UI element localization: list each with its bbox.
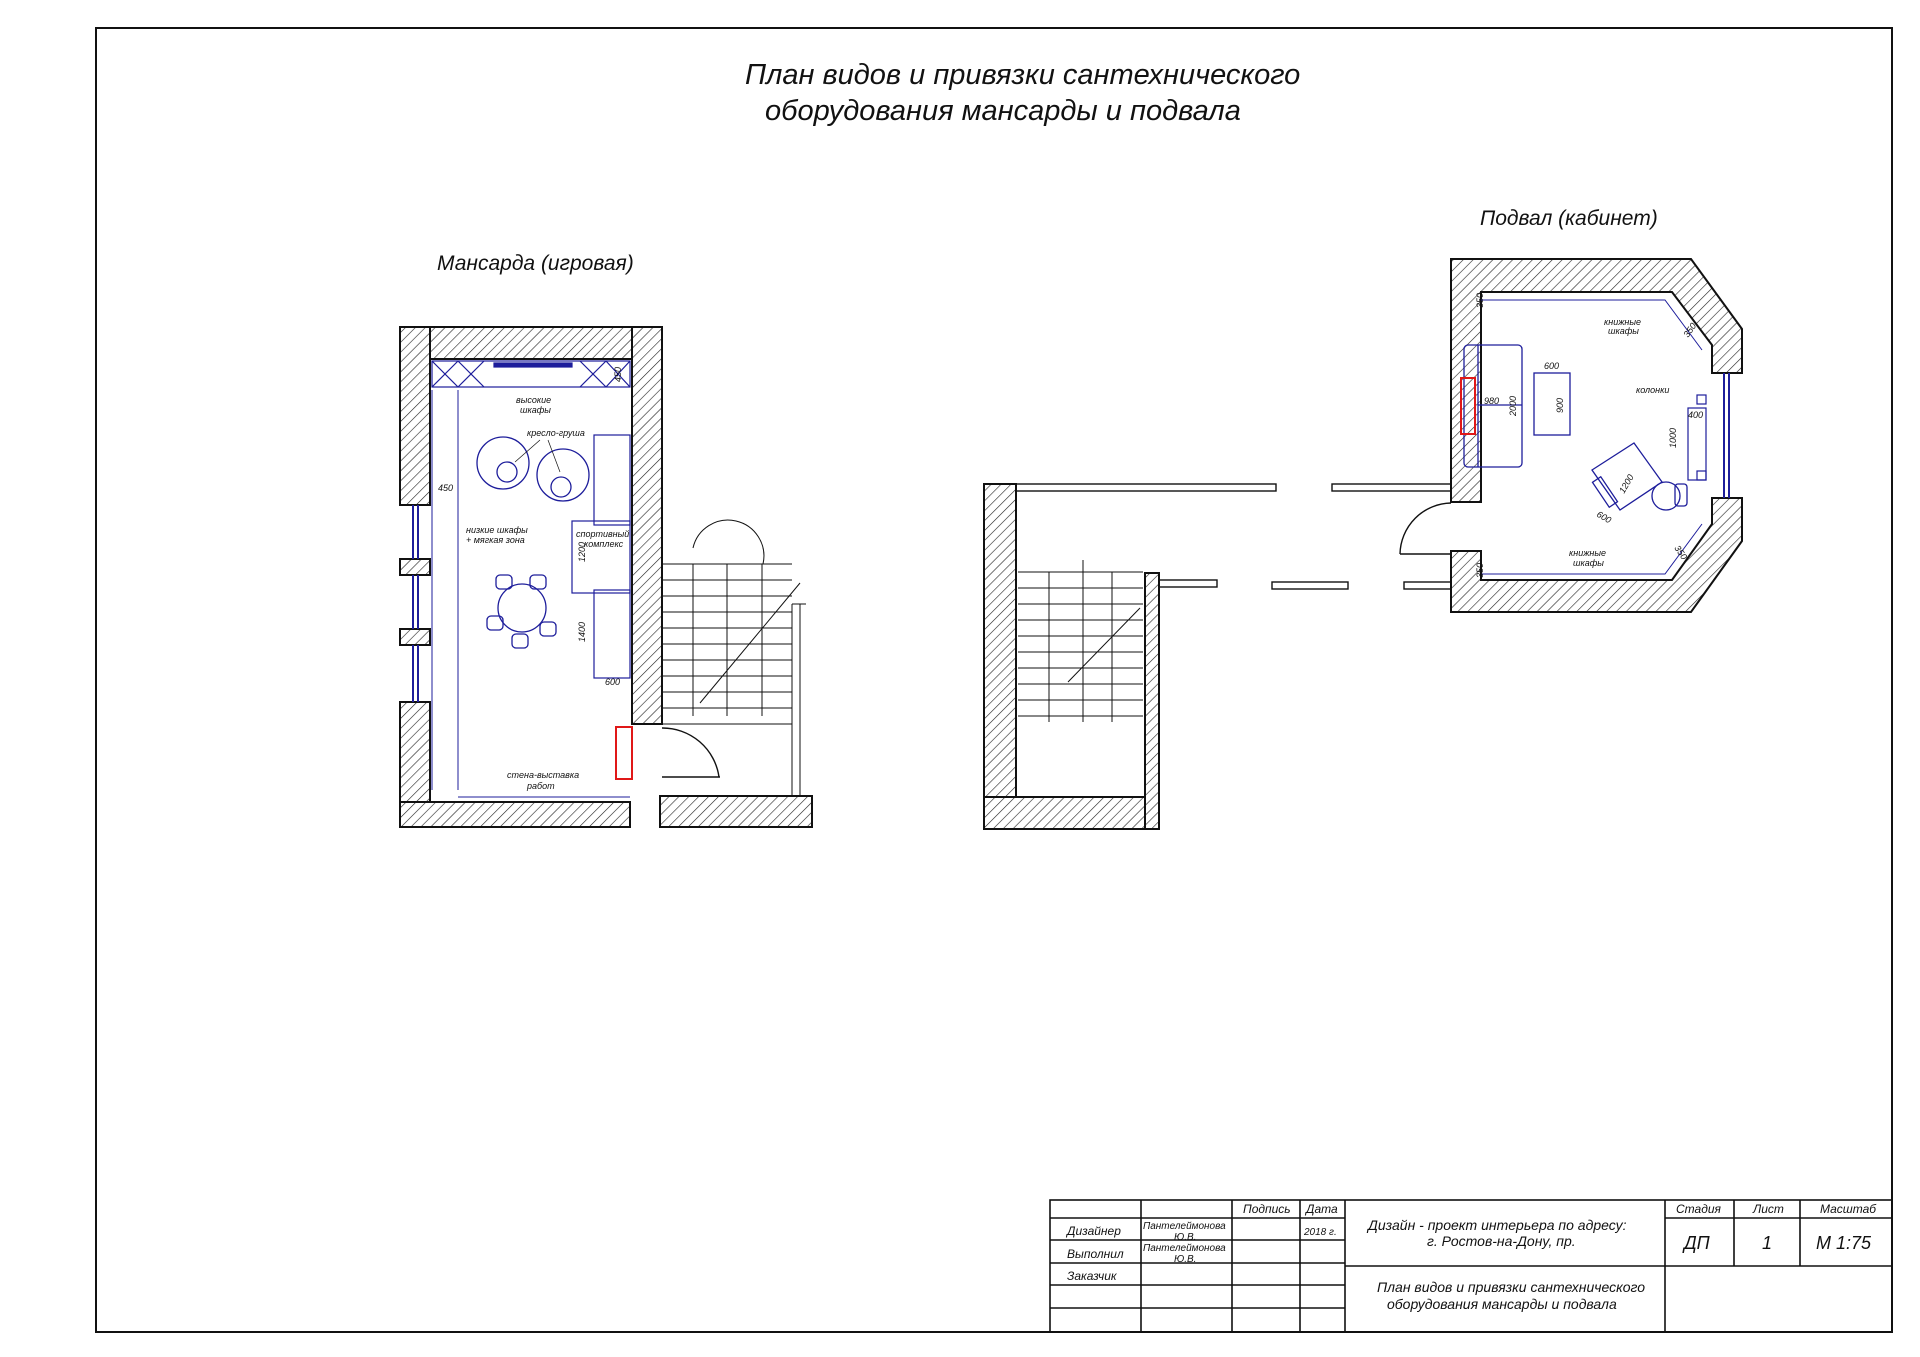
basement-note-bookshelves-bottom-1: книжные bbox=[1569, 548, 1606, 558]
tb-name-executed-2: Ю.В. bbox=[1174, 1254, 1197, 1265]
basement-dim-600: 600 bbox=[1544, 361, 1560, 371]
tb-role-executed: Выполнил bbox=[1067, 1247, 1124, 1261]
basement-dim-400: 400 bbox=[1688, 410, 1704, 420]
tb-role-client: Заказчик bbox=[1067, 1269, 1117, 1283]
attic-note-low-cabinets-2: + мягкая зона bbox=[466, 535, 525, 545]
attic-note-wall-1: стена-выставка bbox=[507, 770, 580, 780]
basement-dim-350-tr: 350 bbox=[1681, 321, 1699, 340]
attic-door-highlight bbox=[616, 727, 632, 779]
tb-stage-label: Стадия bbox=[1676, 1202, 1721, 1216]
attic-stairs bbox=[662, 520, 806, 796]
attic-note-low-cabinets-1: низкие шкафы bbox=[466, 525, 528, 535]
attic-dim-450-left: 450 bbox=[438, 483, 454, 493]
attic-plan-title: Мансарда (игровая) bbox=[437, 252, 634, 275]
main-title-line-1: План видов и привязки сантехнического bbox=[745, 59, 1301, 91]
tb-project-line-2: г. Ростов-на-Дону, пр. bbox=[1427, 1233, 1576, 1249]
basement-corridor-lines bbox=[1016, 484, 1454, 589]
attic-tall-cabinets bbox=[432, 361, 630, 387]
basement-dim-1200: 1200 bbox=[1617, 472, 1636, 495]
attic-note-wall-2: работ bbox=[527, 781, 555, 791]
attic-table-chairs bbox=[487, 575, 556, 648]
attic-note-bean-bag: кресло-груша bbox=[527, 428, 585, 438]
tb-stage-value: ДП bbox=[1684, 1233, 1710, 1253]
basement-note-bookshelves-top-2: шкафы bbox=[1608, 326, 1639, 336]
attic-dim-1400: 1400 bbox=[577, 621, 587, 642]
attic-low-cabinets bbox=[432, 390, 458, 790]
tb-scale-label: Масштаб bbox=[1820, 1202, 1877, 1216]
tb-name-designer-1: Пантелеймонова bbox=[1143, 1221, 1226, 1232]
basement-dim-350-br: 350 bbox=[1672, 543, 1690, 562]
attic-windows bbox=[413, 505, 418, 702]
basement-door bbox=[1400, 503, 1451, 554]
attic-note-sport-1: спортивный bbox=[576, 529, 630, 539]
basement-stairs bbox=[1018, 560, 1143, 722]
tb-sheet-value: 1 bbox=[1762, 1233, 1773, 1253]
basement-dim-350-tl: 350 bbox=[1475, 292, 1485, 308]
basement-office-window bbox=[1724, 373, 1729, 498]
basement-note-speakers: колонки bbox=[1636, 385, 1670, 395]
basement-speakers bbox=[1688, 395, 1706, 480]
attic-dim-450-top: 450 bbox=[613, 366, 623, 382]
basement-dim-980: 980 bbox=[1484, 396, 1500, 406]
attic-note-tall-cabinets-2: шкафы bbox=[520, 405, 551, 415]
basement-note-bookshelves-top-1: книжные bbox=[1604, 317, 1641, 327]
attic-note-tall-cabinets-1: высокие bbox=[516, 395, 552, 405]
tb-header-signature: Подпись bbox=[1243, 1202, 1291, 1216]
attic-plan bbox=[400, 252, 812, 827]
tb-sheet-title-1: План видов и привязки сантехнического bbox=[1377, 1279, 1646, 1295]
tb-sheet-label: Лист bbox=[1753, 1202, 1784, 1216]
basement-desk bbox=[1592, 443, 1687, 510]
basement-plan-title: Подвал (кабинет) bbox=[1480, 207, 1658, 230]
tb-header-date: Дата bbox=[1306, 1202, 1338, 1216]
attic-dim-600: 600 bbox=[605, 677, 621, 687]
tb-sheet-title-2: оборудования мансарды и подвала bbox=[1387, 1296, 1617, 1312]
basement-plan bbox=[984, 207, 1742, 829]
basement-dim-2000: 2000 bbox=[1508, 395, 1518, 416]
attic-door bbox=[616, 727, 720, 779]
basement-dim-350-bl: 350 bbox=[1475, 562, 1485, 578]
tb-name-designer-2: Ю.В. bbox=[1174, 1232, 1197, 1243]
attic-walls bbox=[400, 327, 812, 827]
basement-note-bookshelves-bottom-2: шкафы bbox=[1573, 558, 1604, 568]
tb-project-line-1: Дизайн - проект интерьера по адресу: bbox=[1368, 1217, 1627, 1233]
attic-note-sport-2: комплекс bbox=[584, 539, 624, 549]
basement-stair-walls bbox=[984, 484, 1159, 829]
basement-dim-1000: 1000 bbox=[1668, 427, 1678, 448]
tb-date-designer: 2018 г. bbox=[1304, 1227, 1337, 1238]
basement-dim-900: 900 bbox=[1555, 397, 1565, 413]
tb-role-designer: Дизайнер bbox=[1067, 1224, 1121, 1238]
tb-name-executed-1: Пантелеймонова bbox=[1143, 1243, 1226, 1254]
basement-dim-600b: 600 bbox=[1595, 509, 1614, 526]
main-title-line-2: оборудования мансарды и подвала bbox=[765, 95, 1241, 127]
tb-scale-value: М 1:75 bbox=[1816, 1233, 1872, 1253]
attic-dim-1200: 1200 bbox=[577, 541, 587, 562]
